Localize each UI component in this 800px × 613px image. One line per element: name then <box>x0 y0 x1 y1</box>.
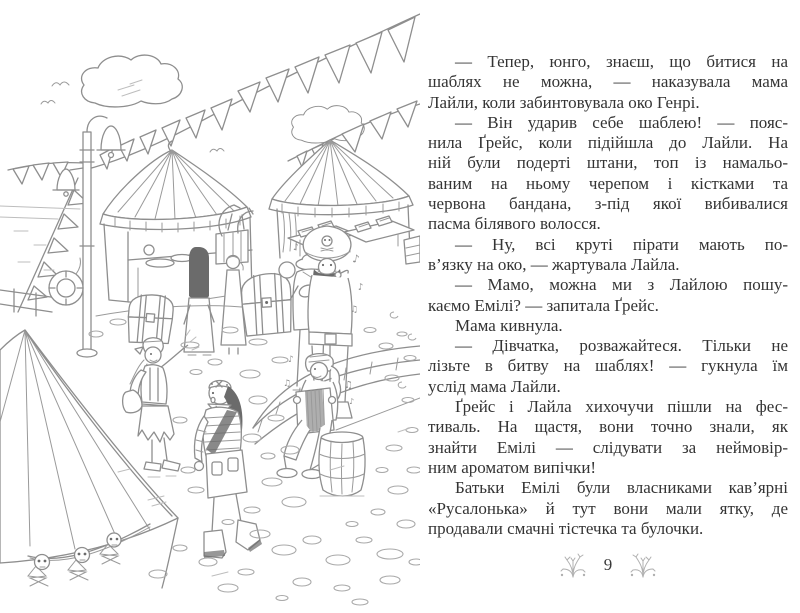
text-line: — Тепер, юнго, знаєш, що битися на <box>455 52 788 71</box>
svg-text:♪: ♪ <box>357 282 365 293</box>
text-line: — Дівчатка, розважайтеся. Тільки не <box>455 336 788 356</box>
treasure-chest <box>241 273 293 337</box>
vendor-woman <box>184 247 214 355</box>
svg-text:♪: ♪ <box>288 355 294 365</box>
life-buoy-icon <box>49 258 83 305</box>
text-line: пасма білявого волосся. <box>428 214 601 234</box>
text-line: червона бандана, з-під якої вибивалися <box>428 194 788 214</box>
text-line: Мама кивнула. <box>455 315 563 335</box>
text-line: ним ароматом випічки! <box>428 457 597 477</box>
svg-text:♪: ♪ <box>293 243 299 253</box>
coral-ornament-icon <box>628 551 658 579</box>
text-line: — Мамо, можна ми з Лайлою пошу- <box>455 275 788 295</box>
text-line: знайти Емілі — слідувати за неймовір- <box>428 437 788 457</box>
page-number: 9 <box>603 555 613 574</box>
text-line: каємо Емілі? — запитала Ґрейс. <box>428 295 659 315</box>
svg-text:♫: ♫ <box>344 380 353 391</box>
coral-ornament-icon <box>558 551 588 579</box>
text-line: тиваль. На щастя, вони точно знали, як <box>428 417 788 437</box>
text-line: услід мама Лайли. <box>428 376 561 396</box>
text-line: Батьки Емілі були власниками кав’ярні <box>455 478 788 498</box>
text-line: нила Ґрейс, коли підійшла до Лайли. На <box>428 133 788 153</box>
page-text <box>428 52 788 539</box>
text-line: Ґрейс і Лайла хихочучи пішли на фес- <box>455 397 788 417</box>
svg-text:♫: ♫ <box>350 305 359 315</box>
svg-text:♪: ♪ <box>351 252 361 266</box>
text-line: шаблях не можна, — наказувала мама <box>428 72 788 92</box>
page-footer <box>428 551 788 579</box>
cloud-icon <box>82 55 365 143</box>
svg-text:♫: ♫ <box>283 379 292 389</box>
svg-text:♪: ♪ <box>349 397 355 406</box>
text-line: Лайли, коли забинтовувала око Генрі. <box>428 92 700 112</box>
text-line: — Ну, всі круті пірати мають по- <box>455 234 788 254</box>
barrel-icon <box>319 432 365 496</box>
text-line: ваним на ньому черепом і кістками та <box>428 173 788 193</box>
text-line: лізьте в битву на шаблях! — гукнула їм <box>428 356 788 376</box>
text-page <box>420 0 800 613</box>
text-line: в’язку на око, — жартувала Лайла. <box>428 254 680 274</box>
text-line: продавали смачні тістечка та булочки. <box>428 518 704 538</box>
lamp-post <box>53 116 125 357</box>
text-line: ній були подерті штани, топ із намальо- <box>428 153 788 173</box>
bell-icon <box>97 126 125 158</box>
sea-horizon <box>0 206 80 270</box>
text-line: — Він ударив себе шаблею! — пояс- <box>455 112 788 132</box>
cobblestones <box>89 312 420 605</box>
text-line: «Русалонька» й тут вони мали ятку, де <box>428 498 788 518</box>
